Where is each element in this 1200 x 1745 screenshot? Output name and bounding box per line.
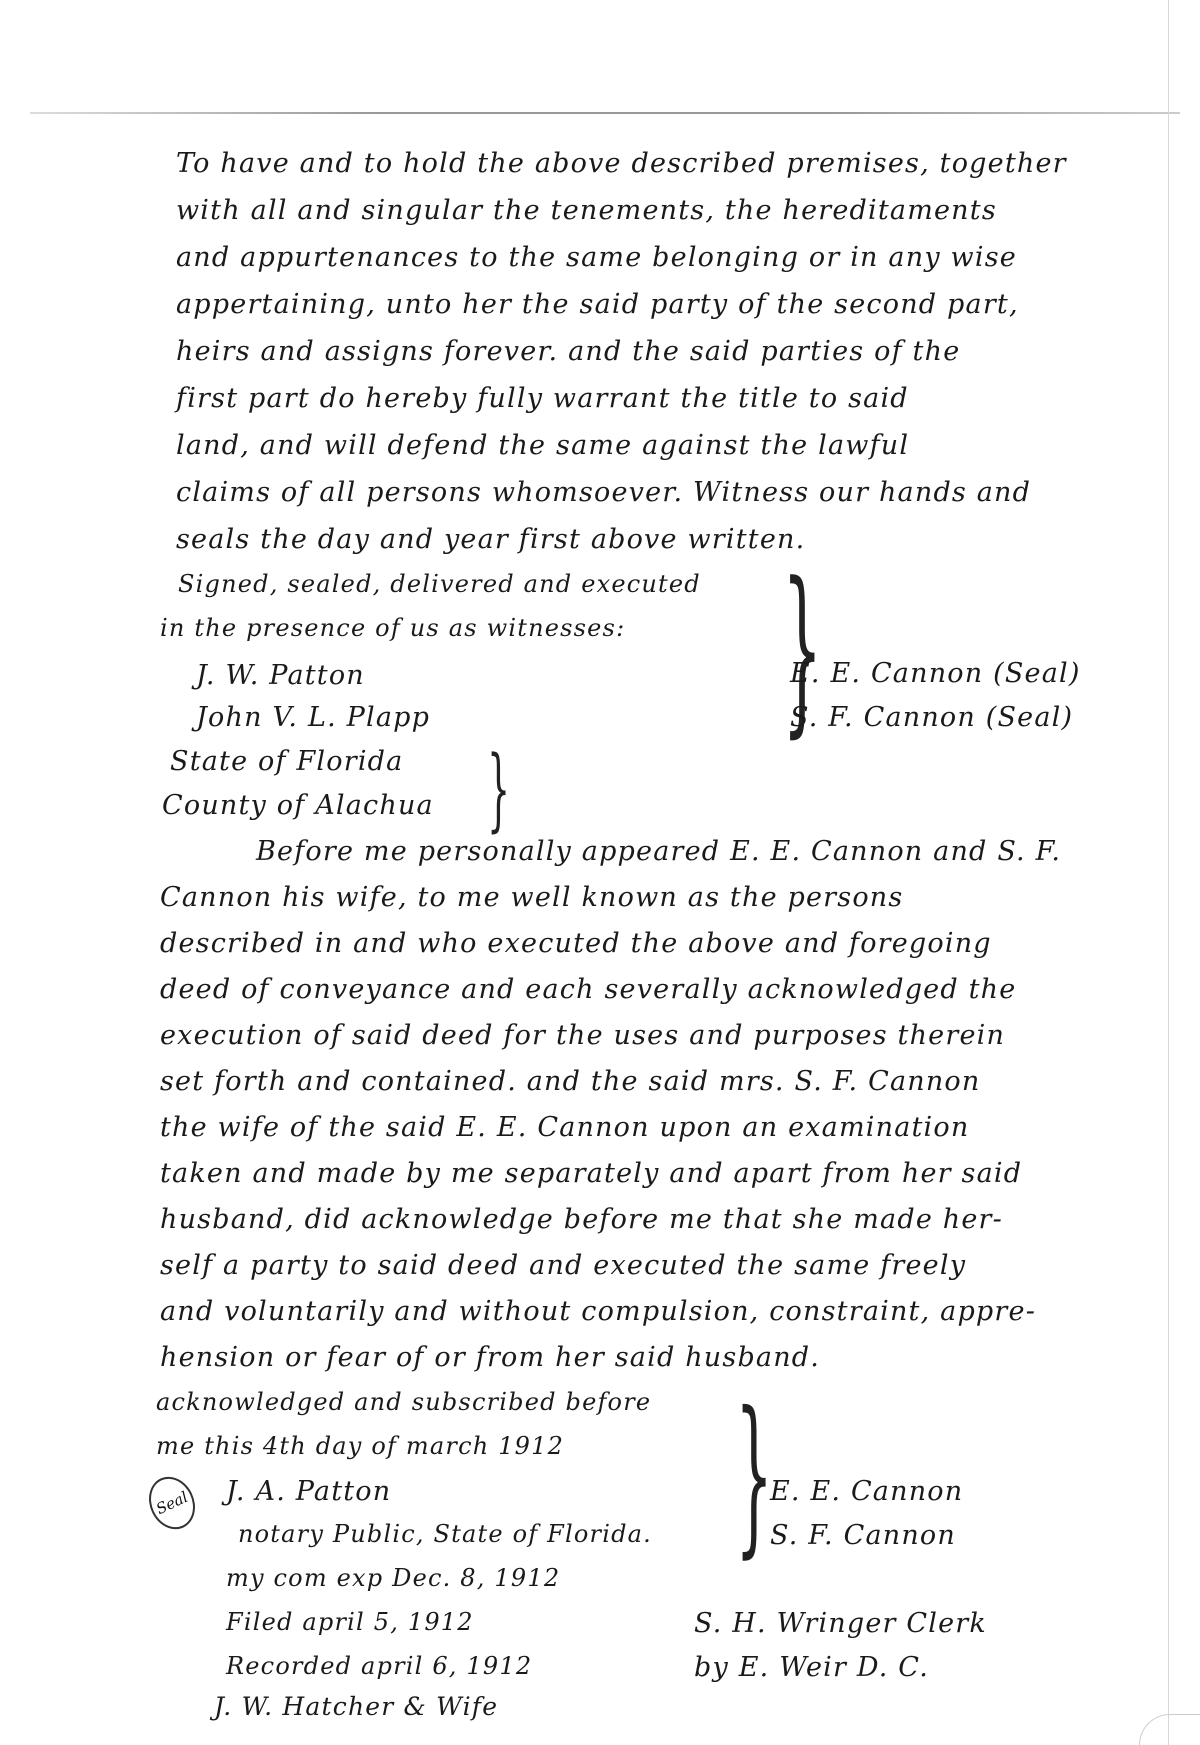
witness-intro-line: in the presence of us as witnesses: <box>160 614 626 642</box>
acknowledgment-line: self a party to said deed and executed the same freely <box>160 1250 967 1281</box>
acknowledger-signature: S. F. Cannon <box>770 1520 956 1551</box>
paragraph-1-line: claims of all persons whomsoever. Witness our hands and <box>176 477 1032 508</box>
acknowledgment-line: the wife of the said E. E. Cannon upon an examination <box>160 1112 970 1143</box>
acknowledgment-line: and voluntarily and without compulsion, constraint, appre- <box>160 1296 1037 1327</box>
venue-county: County of Alachua <box>162 790 434 821</box>
acknowledger-signature: E. E. Cannon <box>770 1476 964 1507</box>
notary-seal-stamp: Seal <box>141 1469 204 1537</box>
grantor-signature: E. E. Cannon (Seal) <box>790 658 1081 689</box>
acknowledgment-line: set forth and contained. and the said mrs. S. F. Cannon <box>160 1066 981 1097</box>
notary-commission: my com exp Dec. 8, 1912 <box>226 1564 561 1592</box>
witness-name: J. W. Patton <box>196 660 365 691</box>
paragraph-1-line: seals the day and year first above written. <box>176 524 806 555</box>
grantor-signature: S. F. Cannon (Seal) <box>790 702 1074 733</box>
acknowledgment-line: Before me personally appeared E. E. Cannon and S. F. <box>256 836 1062 867</box>
notary-brace: } <box>735 1376 774 1574</box>
witness-name: John V. L. Plapp <box>196 702 431 733</box>
venue-brace: } <box>487 737 511 842</box>
filed-date: Filed april 5, 1912 <box>226 1608 474 1636</box>
acknowledgment-line: hension or fear of or from her said husband. <box>160 1342 821 1373</box>
acknowledgment-line: Cannon his wife, to me well known as the persons <box>160 882 904 913</box>
paragraph-1-line: and appurtenances to the same belonging or in any wise <box>176 242 1017 273</box>
clerk-signature: S. H. Wringer Clerk <box>694 1608 987 1639</box>
notary-title: notary Public, State of Florida. <box>238 1520 652 1548</box>
right-margin-line <box>1168 0 1169 1745</box>
acknowledgment-line: described in and who executed the above and foregoing <box>160 928 992 959</box>
paragraph-1-line: first part do hereby fully warrant the title to said <box>176 383 909 414</box>
paragraph-1-line: land, and will defend the same against the lawful <box>176 430 910 461</box>
witness-intro-line: Signed, sealed, delivered and executed <box>178 570 701 598</box>
witness-brace: } <box>782 545 823 754</box>
venue-state: State of Florida <box>170 746 404 777</box>
acknowledgment-line: taken and made by me separately and apart from her said <box>160 1158 1023 1189</box>
next-deed-grantor: J. W. Hatcher & Wife <box>214 1692 499 1721</box>
notary-name: J. A. Patton <box>226 1476 392 1507</box>
paragraph-1-line: with all and singular the tenements, the hereditaments <box>176 195 997 226</box>
acknowledgment-line: husband, did acknowledge before me that she made her- <box>160 1204 1003 1235</box>
notary-intro-line: acknowledged and subscribed before <box>156 1388 652 1416</box>
paragraph-1-line: appertaining, unto her the said party of the second part, <box>176 289 1019 320</box>
recorded-date: Recorded april 6, 1912 <box>226 1652 533 1680</box>
deputy-clerk-signature: by E. Weir D. C. <box>694 1652 929 1683</box>
paragraph-1-line: To have and to hold the above described premises, together <box>176 148 1067 179</box>
top-rule-line <box>30 112 1180 114</box>
notary-intro-line: me this 4th day of march 1912 <box>156 1432 565 1460</box>
paragraph-1-line: heirs and assigns forever. and the said parties of the <box>176 336 961 367</box>
page-corner-curl <box>1139 1714 1200 1745</box>
acknowledgment-line: execution of said deed for the uses and purposes therein <box>160 1020 1006 1051</box>
acknowledgment-line: deed of conveyance and each severally acknowledged the <box>160 974 1017 1005</box>
